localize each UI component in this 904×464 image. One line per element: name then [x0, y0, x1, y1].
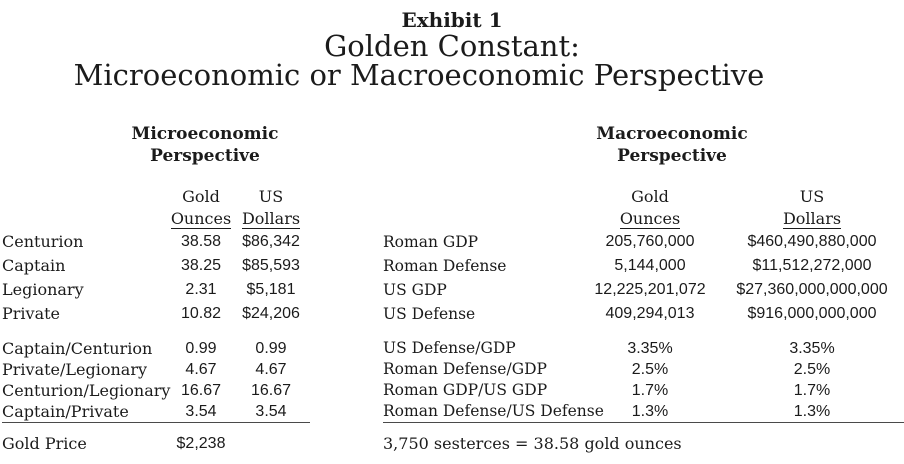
- micro-section-header-line2: Perspective: [150, 146, 260, 166]
- gold-ounces-value: 38.58: [180, 233, 222, 250]
- macro-section-header-line1: Macroeconomic: [596, 124, 748, 144]
- gold-ounces-value: 1.3%: [580, 401, 720, 423]
- us-dollars-value: 2.5%: [793, 361, 831, 378]
- gold-ounces-value: 3.54: [170, 401, 232, 423]
- gold-price-value: $2,238: [176, 435, 226, 452]
- macro-section-header: [527, 123, 817, 167]
- spacer-cell: [232, 423, 310, 457]
- row-label: Roman GDP: [383, 233, 479, 251]
- page-subtitle: Microeconomic or Macroeconomic Perspective: [73, 58, 765, 92]
- gold-ounces-value: 16.67: [180, 382, 222, 399]
- us-dollars-value: $916,000,000,000: [747, 305, 877, 322]
- spacer-cell: [2, 326, 310, 338]
- table-row: [2, 254, 310, 278]
- us-dollars-value: 1.3%: [720, 401, 904, 423]
- micro-section-header-line1: Microeconomic: [131, 124, 279, 144]
- us-dollars-column-header: [720, 208, 904, 230]
- gold-ounces-column-header: [170, 208, 232, 230]
- us-dollars-value: $24,206: [242, 305, 300, 322]
- micro-section-header: [60, 123, 350, 167]
- us-dollars-value: 3.54: [232, 401, 310, 423]
- micro-column-header-row-2: [2, 208, 310, 230]
- gold-ounces-value: 2.31: [185, 281, 217, 298]
- spacer-cell: [2, 208, 170, 230]
- table-row: [383, 230, 904, 254]
- row-label: Roman Defense: [383, 257, 507, 275]
- row-label: Roman Defense/GDP: [383, 360, 547, 378]
- spacer-cell: [383, 326, 904, 338]
- macro-section-header-line2: Perspective: [617, 146, 727, 166]
- table-row: [383, 380, 904, 401]
- spacer-cell: [2, 186, 170, 208]
- row-label: US Defense: [383, 305, 476, 323]
- underlined-header-text: Ounces: [619, 209, 681, 228]
- sesterces-note-row: [383, 423, 904, 457]
- macro-column-header-row-2: [383, 208, 904, 230]
- us-dollars-value: $5,181: [246, 281, 296, 298]
- exhibit-label: Exhibit 1: [401, 8, 503, 32]
- table-row: [383, 359, 904, 380]
- sesterces-conversion-note: 3,750 sesterces = 38.58 gold ounces: [383, 434, 682, 453]
- gold-ounces-value: 38.25: [180, 257, 222, 274]
- row-label: Captain: [2, 256, 66, 275]
- table-row: [2, 230, 310, 254]
- gold-ounces-value: 12,225,201,072: [594, 281, 706, 298]
- table-row: [2, 401, 310, 423]
- us-dollars-value: $460,490,880,000: [747, 233, 877, 250]
- gold-price-label: Gold Price: [2, 434, 87, 453]
- row-label: Legionary: [2, 280, 84, 299]
- table-row: [383, 338, 904, 359]
- gold-ounces-value: 2.5%: [631, 361, 669, 378]
- underlined-header-text: Dollars: [241, 209, 301, 228]
- us-dollars-value: 0.99: [255, 340, 287, 357]
- gold-ounces-value: 1.7%: [631, 382, 669, 399]
- table-row: [2, 338, 310, 359]
- gold-ounces-column-header: Gold: [182, 187, 220, 206]
- us-dollars-value: 3.35%: [789, 340, 835, 357]
- gold-ounces-column-header: [580, 208, 720, 230]
- micro-column-header-row-1: [2, 186, 310, 208]
- us-dollars-value: $85,593: [242, 257, 300, 274]
- row-label: Captain/Centurion: [2, 339, 153, 358]
- row-label: Centurion/Legionary: [2, 381, 171, 400]
- gold-ounces-value: 409,294,013: [605, 305, 695, 322]
- underlined-header-text: Dollars: [782, 209, 842, 228]
- macro-column-header-row-1: [383, 186, 904, 208]
- row-label: US Defense/GDP: [383, 339, 516, 357]
- us-dollars-value: 1.7%: [793, 382, 831, 399]
- spacer-cell: [383, 186, 580, 208]
- micro-table: [2, 186, 310, 456]
- table-row: [2, 278, 310, 302]
- row-label: Roman GDP/US GDP: [383, 381, 548, 399]
- table-row: [383, 278, 904, 302]
- gold-ounces-value: 5,144,000: [614, 257, 686, 274]
- gold-ounces-value: 10.82: [180, 305, 222, 322]
- table-row: [383, 401, 904, 423]
- us-dollars-column-header: US: [258, 187, 284, 206]
- gold-ounces-column-header: Gold: [631, 187, 669, 206]
- table-row: [383, 302, 904, 326]
- us-dollars-column-header: US: [799, 187, 825, 206]
- table-row: [2, 302, 310, 326]
- row-label: Centurion: [2, 232, 84, 251]
- spacer-row: [2, 326, 310, 338]
- spacer-cell: [383, 208, 580, 230]
- gold-price-row: [2, 423, 310, 457]
- gold-ounces-value: 4.67: [185, 361, 217, 378]
- gold-ounces-value: 205,760,000: [605, 233, 695, 250]
- spacer-row: [383, 326, 904, 338]
- row-label: Captain/Private: [2, 401, 170, 423]
- us-dollars-value: $86,342: [242, 233, 300, 250]
- table-row: [383, 254, 904, 278]
- table-row: [2, 380, 310, 401]
- page-title: Golden Constant:: [324, 29, 580, 63]
- row-label: Roman Defense/US Defense: [383, 401, 580, 423]
- row-label: US GDP: [383, 281, 447, 299]
- underlined-header-text: Ounces: [170, 209, 232, 228]
- gold-ounces-value: 0.99: [185, 340, 217, 357]
- gold-ounces-value: 3.35%: [627, 340, 673, 357]
- us-dollars-value: 4.67: [255, 361, 287, 378]
- us-dollars-value: $27,360,000,000,000: [736, 281, 888, 298]
- title-block: [0, 8, 904, 90]
- table-row: [2, 359, 310, 380]
- macro-table: [383, 186, 904, 456]
- row-label: Private/Legionary: [2, 360, 148, 379]
- row-label: Private: [2, 304, 61, 323]
- us-dollars-value: 16.67: [250, 382, 292, 399]
- us-dollars-column-header: [232, 208, 310, 230]
- us-dollars-value: $11,512,272,000: [752, 257, 872, 274]
